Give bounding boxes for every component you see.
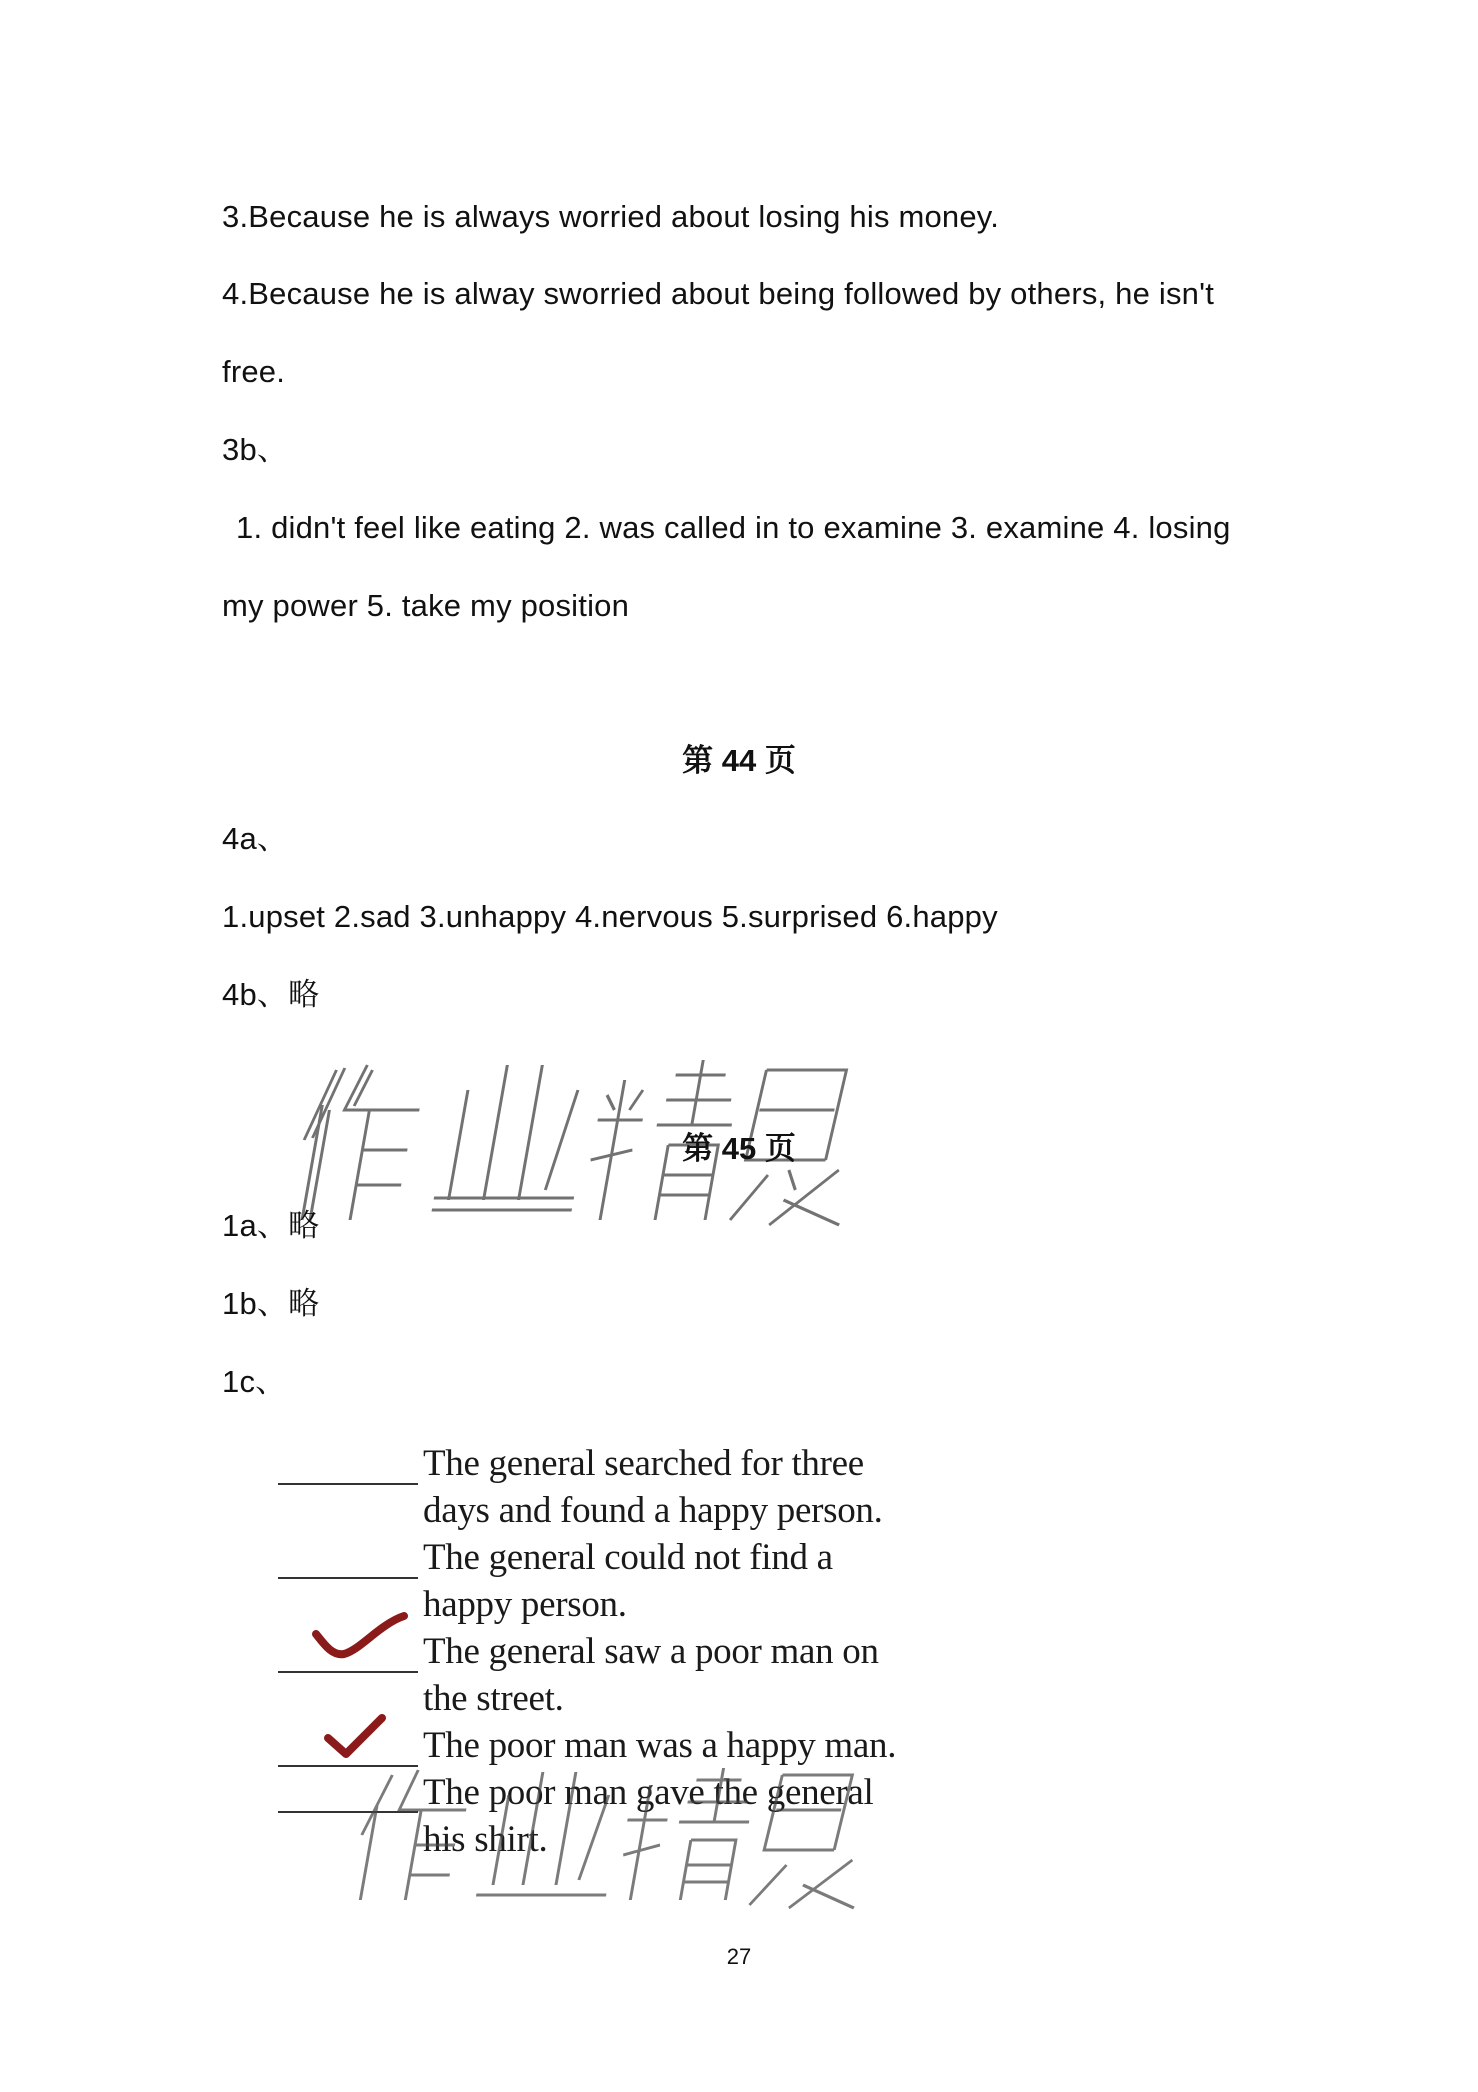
answer-q4-line2: free. bbox=[222, 354, 286, 389]
statement-1-line2: days and found a happy person. bbox=[423, 1490, 883, 1531]
statement-4-line1: The poor man was a happy man. bbox=[423, 1725, 897, 1766]
answer-blank-5[interactable] bbox=[278, 1811, 418, 1813]
label-1c: 1c、 bbox=[222, 1364, 287, 1399]
statement-1-line1: The general searched for three bbox=[423, 1443, 864, 1484]
statement-5-line1: The poor man gave the general bbox=[423, 1772, 874, 1813]
answers-4a: 1.upset 2.sad 3.unhappy 4.nervous 5.surprised 6.happy bbox=[222, 899, 998, 934]
page-44-heading: 第 44 页 bbox=[682, 743, 796, 778]
answer-blank-3[interactable] bbox=[278, 1671, 418, 1673]
statement-3-line1: The general saw a poor man on bbox=[423, 1631, 879, 1672]
answers-3b-line2: my power 5. take my position bbox=[222, 588, 630, 623]
page-45-heading: 第 45 页 bbox=[682, 1131, 796, 1166]
statement-2-line1: The general could not find a bbox=[423, 1537, 833, 1578]
label-3b: 3b、 bbox=[222, 432, 289, 467]
statement-2-line2: happy person. bbox=[423, 1584, 627, 1625]
answer-q3: 3.Because he is always worried about losing his money. bbox=[222, 199, 1000, 234]
answer-blank-1[interactable] bbox=[278, 1483, 418, 1485]
checkmark-icon-statement-3 bbox=[310, 1604, 410, 1664]
label-4b: 4b、略 bbox=[222, 977, 320, 1012]
label-1a: 1a、略 bbox=[222, 1208, 320, 1243]
label-4a: 4a、 bbox=[222, 821, 289, 856]
statement-5-line2: his shirt. bbox=[423, 1819, 548, 1860]
label-1b: 1b、略 bbox=[222, 1286, 320, 1321]
checkmark-icon-statement-4 bbox=[322, 1710, 392, 1766]
answer-q4-line1: 4.Because he is alway sworried about being followed by others, he isn't bbox=[222, 276, 1215, 311]
exercise-1c-figure bbox=[270, 1436, 930, 1876]
statement-3-line2: the street. bbox=[423, 1678, 564, 1719]
answers-3b-line1: 1. didn't feel like eating 2. was called in to examine 3. examine 4. losing bbox=[236, 510, 1231, 545]
answer-blank-2[interactable] bbox=[278, 1577, 418, 1579]
page-number: 27 bbox=[726, 1944, 752, 1969]
